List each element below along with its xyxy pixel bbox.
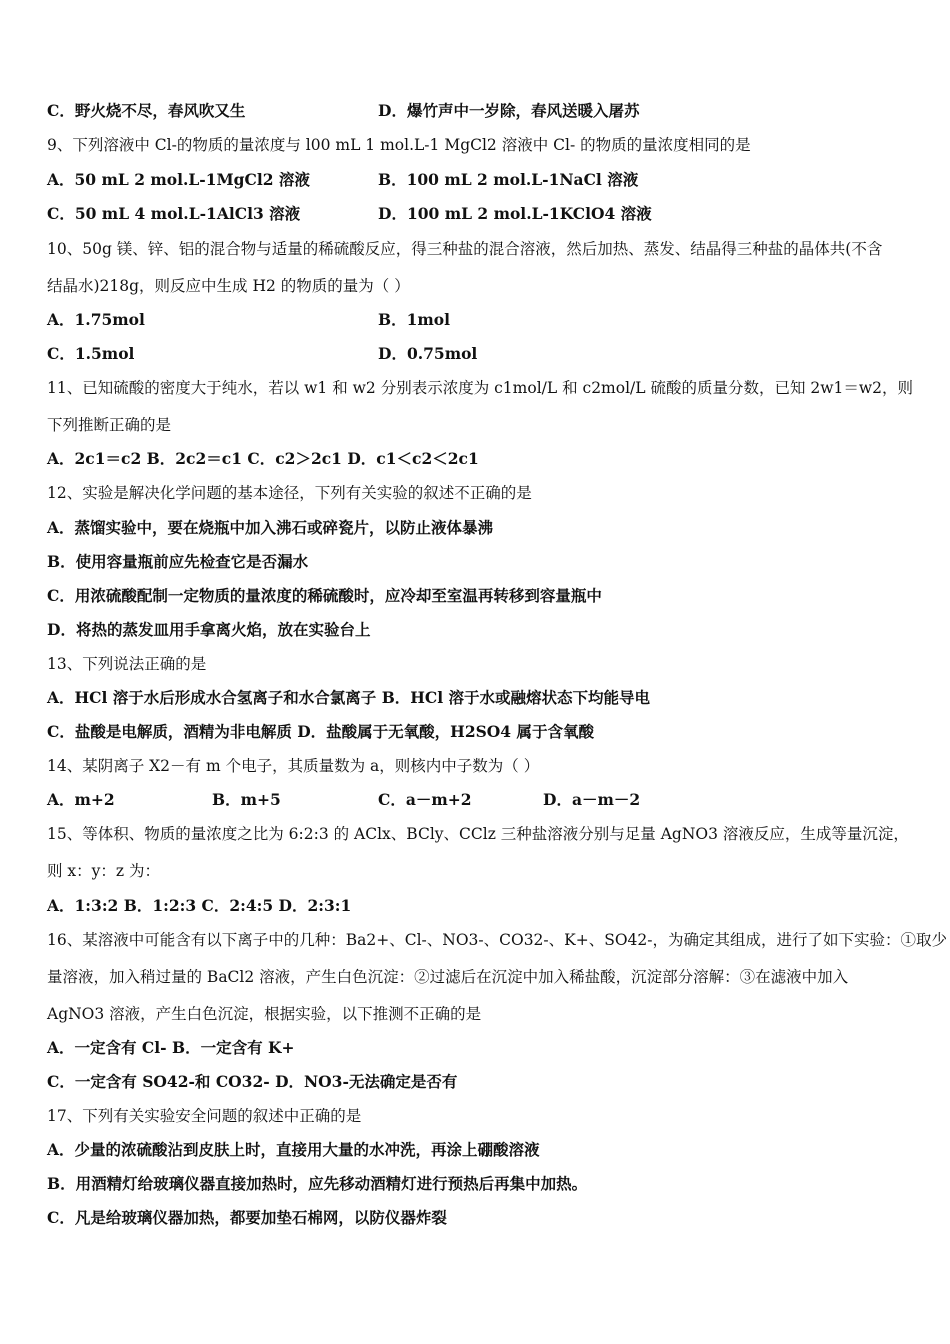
q12-option-c: C．用浓硫酸配制一定物质的量浓度的稀硫酸时，应冷却至室温再转移到容量瓶中 xyxy=(47,586,602,605)
q10-stem-line2: 结晶水)218g，则反应中生成 H2 的物质的量为（ ） xyxy=(47,277,410,295)
q9-option-b: B．100 mL 2 mol.L-1NaCl 溶液 xyxy=(378,170,639,189)
q15-options: A．1:3:2 B．1:2:3 C．2:4:5 D．2:3:1 xyxy=(47,896,352,915)
q14-option-c: C．a－m+2 xyxy=(378,790,472,809)
q13-options-cd: C．盐酸是电解质，酒精为非电解质 D．盐酸属于无氧酸，H2SO4 属于含氧酸 xyxy=(47,722,594,741)
q17-option-a: A．少量的浓硫酸沾到皮肤上时，直接用大量的水冲洗，再涂上硼酸溶液 xyxy=(47,1140,540,1159)
q12-stem: 12、实验是解决化学问题的基本途径，下列有关实验的叙述不正确的是 xyxy=(47,484,532,502)
q9-option-c: C．50 mL 4 mol.L-1AlCl3 溶液 xyxy=(47,204,301,223)
q10-option-b: B．1mol xyxy=(378,310,451,329)
q14-option-b: B．m+5 xyxy=(212,790,281,809)
q15-stem-line1: 15、等体积、物质的量浓度之比为 6:2:3 的 AClx、BCly、CClz 三种盐溶液分别与足量 AgNO3 溶液反应，生成等量沉淀， xyxy=(47,825,909,843)
q8-option-c: C．野火烧不尽，春风吹又生 xyxy=(47,101,246,120)
q17-option-b: B．用酒精灯给玻璃仪器直接加热时，应先移动酒精灯进行预热后再集中加热。 xyxy=(47,1174,588,1193)
q14-option-d: D．a－m－2 xyxy=(543,790,641,809)
q11-stem-line2: 下列推断正确的是 xyxy=(47,416,172,434)
q9-stem: 9、下列溶液中 Cl-的物质的量浓度与 l00 mL 1 mol.L-1 MgCl2 溶液中 Cl- 的物质的量浓度相同的是 xyxy=(47,136,751,154)
q16-stem-line2: 量溶液，加入稍过量的 BaCl2 溶液，产生白色沉淀：②过滤后在沉淀中加入稀盐酸，沉淀部分溶解：③在滤液中加入 xyxy=(47,968,849,986)
q16-stem-line3: AgNO3 溶液，产生白色沉淀，根据实验，以下推测不正确的是 xyxy=(47,1005,482,1023)
q10-option-c: C．1.5mol xyxy=(47,344,135,363)
q16-stem-line1: 16、某溶液中可能含有以下离子中的几种：Ba2+、Cl-、NO3-、CO32-、K+、SO42-，为确定其组成，进行了如下实验：①取少 xyxy=(47,931,948,949)
q14-stem: 14、某阴离子 X2－有 m 个电子，其质量数为 a，则核内中子数为（ ） xyxy=(47,757,540,775)
q16-options-ab: A．一定含有 Cl- B．一定含有 K+ xyxy=(47,1038,295,1057)
q10-option-d: D．0.75mol xyxy=(378,344,478,363)
q11-stem-line1: 11、已知硫酸的密度大于纯水，若以 w1 和 w2 分别表示浓度为 c1mol/L 和 c2mol/L 硫酸的质量分数，已知 2w1＝w2，则 xyxy=(47,379,914,397)
q11-options: A．2c1＝c2 B．2c2＝c1 C．c2＞2c1 D．c1＜c2＜2c1 xyxy=(47,449,479,468)
q15-stem-line2: 则 x：y：z 为： xyxy=(47,862,161,880)
q10-option-a: A．1.75mol xyxy=(47,310,145,329)
q9-option-d: D．100 mL 2 mol.L-1KClO4 溶液 xyxy=(378,204,652,223)
q17-option-c: C．凡是给玻璃仪器加热，都要加垫石棉网，以防仪器炸裂 xyxy=(47,1208,447,1227)
q14-option-a: A．m+2 xyxy=(47,790,115,809)
q16-options-cd: C．一定含有 SO42-和 CO32- D．NO3-无法确定是否有 xyxy=(47,1072,458,1091)
q12-option-d: D．将热的蒸发皿用手拿离火焰，放在实验台上 xyxy=(47,620,371,639)
q10-stem-line1: 10、50g 镁、锌、铝的混合物与适量的稀硫酸反应，得三种盐的混合溶液，然后加热、蒸发、结晶得三种盐的晶体共(不含 xyxy=(47,240,883,258)
q12-option-a: A．蒸馏实验中，要在烧瓶中加入沸石或碎瓷片，以防止液体暴沸 xyxy=(47,518,494,537)
q12-option-b: B．使用容量瓶前应先检查它是否漏水 xyxy=(47,552,309,571)
q13-options-ab: A．HCl 溶于水后形成水合氢离子和水合氯离子 B．HCl 溶于水或融熔状态下均能导电 xyxy=(47,688,651,707)
q8-option-d: D．爆竹声中一岁除，春风送暖入屠苏 xyxy=(378,101,640,120)
q13-stem: 13、下列说法正确的是 xyxy=(47,655,207,673)
q9-option-a: A．50 mL 2 mol.L-1MgCl2 溶液 xyxy=(47,170,310,189)
q17-stem: 17、下列有关实验安全问题的叙述中正确的是 xyxy=(47,1107,362,1125)
